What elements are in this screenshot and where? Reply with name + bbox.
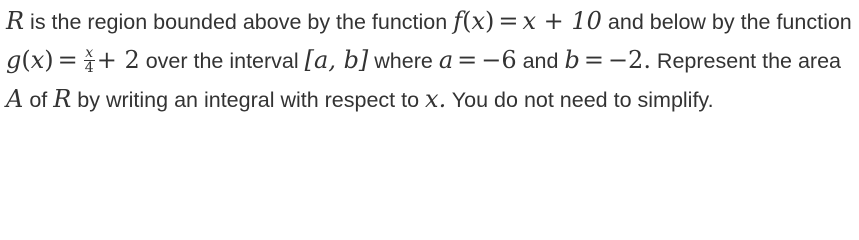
text-segment: over the interval: [139, 49, 305, 73]
text-segment: is the region bounded above by the function: [24, 10, 454, 34]
area-symbol: A: [6, 85, 24, 113]
text-segment: Represent the area: [650, 49, 841, 73]
text-segment: by writing an integral with respect to: [71, 88, 426, 112]
fraction-numerator: x: [85, 45, 94, 61]
text-segment: where: [368, 49, 439, 73]
text-segment: and below by the function: [601, 10, 852, 34]
b-assignment: b = −2.: [564, 46, 651, 74]
region-symbol: R: [6, 7, 25, 35]
fraction: [84, 46, 95, 75]
function-f-expression: f(x) = x + 10: [453, 7, 602, 35]
text-segment: You do not need to simplify.: [446, 88, 714, 112]
region-symbol: R: [53, 85, 72, 113]
interval-notation: [a, b]: [304, 46, 369, 74]
g-constant-term: + 2: [96, 46, 140, 74]
a-assignment: a = −6: [438, 46, 517, 74]
function-g-expression: g(x) = $\frac{x}{4}$ + 2: [6, 45, 140, 76]
fraction-denominator: 4: [84, 60, 94, 76]
text-segment: of: [23, 88, 54, 112]
text-segment: and: [516, 49, 565, 73]
variable-symbol: x.: [425, 85, 447, 113]
